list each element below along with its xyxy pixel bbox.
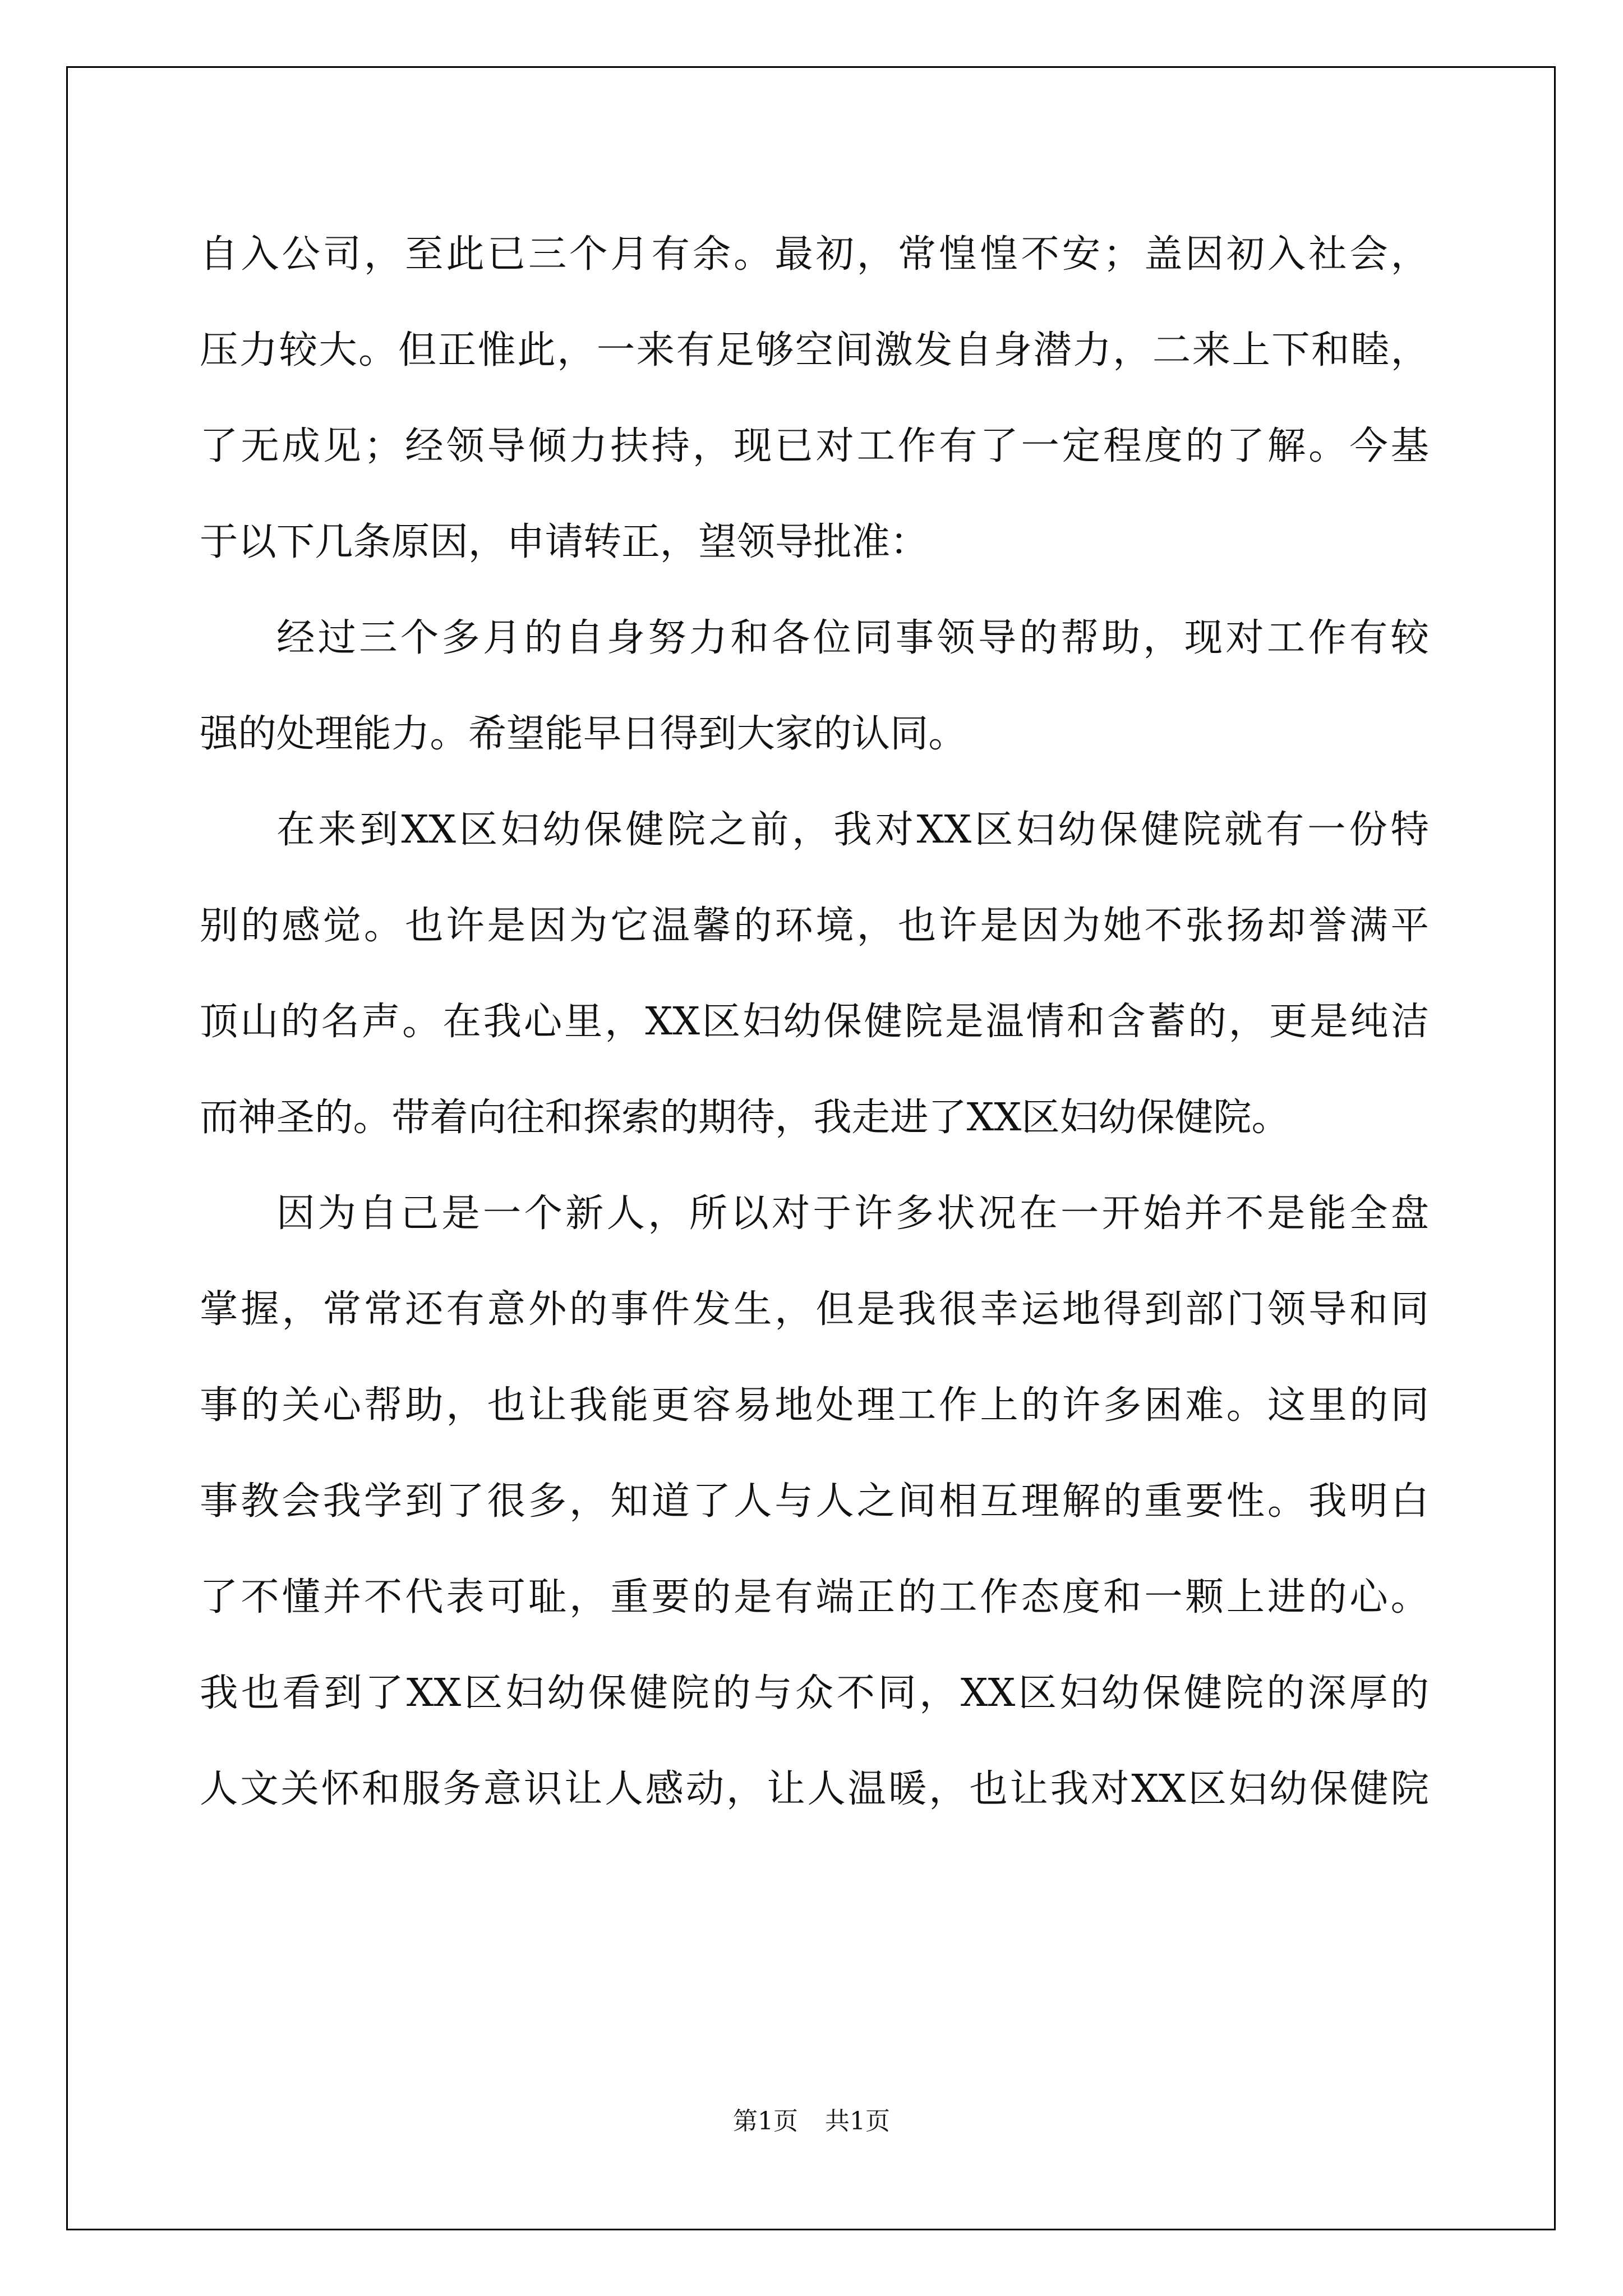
text-line: 顶山的名声。在我心里，XX区妇幼保健院是温情和含蓄的，更是纯洁 xyxy=(200,1000,1429,1044)
text-line: 了不懂并不代表可耻，重要的是有端正的工作态度和一颗上进的心。 xyxy=(200,1575,1429,1619)
page-number: 第1页 xyxy=(733,2107,798,2136)
text-line: 别的感觉。也许是因为它温馨的环境，也许是因为她不张扬却誉满平 xyxy=(200,904,1429,948)
text-line: 我也看到了XX区妇幼保健院的与众不同，XX区妇幼保健院的深厚的 xyxy=(200,1671,1429,1715)
page-footer xyxy=(0,2105,1623,2138)
text-line: 因为自己是一个新人，所以对于许多状况在一开始并不是能全盘 xyxy=(276,1191,1429,1236)
text-line: 了无成见；经领导倾力扶持，现已对工作有了一定程度的了解。今基 xyxy=(200,424,1429,468)
text-line: 经过三个多月的自身努力和各位同事领导的帮助，现对工作有较 xyxy=(276,616,1429,660)
text-line: 掌握，常常还有意外的事件发生，但是我很幸运地得到部门领导和同 xyxy=(200,1287,1429,1332)
text-line: 在来到XX区妇幼保健院之前，我对XX区妇幼保健院就有一份特 xyxy=(276,808,1429,852)
document-body xyxy=(200,206,1429,1837)
text-line: 事教会我学到了很多，知道了人与人之间相互理解的重要性。我明白 xyxy=(200,1479,1429,1524)
text-line: 事的关心帮助，也让我能更容易地处理工作上的许多困难。这里的同 xyxy=(200,1383,1429,1428)
text-line: 自入公司，至此已三个月有余。最初，常惶惶不安；盖因初入社会， xyxy=(200,232,1429,277)
text-line: 压力较大。但正惟此，一来有足够空间激发自身潜力，二来上下和睦， xyxy=(200,328,1429,372)
text-line: 人文关怀和服务意识让人感动，让人温暖，也让我对XX区妇幼保健院 xyxy=(200,1767,1429,1811)
text-line: 于以下几条原因，申请转正，望领导批准： xyxy=(200,520,929,564)
text-line: 而神圣的。带着向往和探索的期待，我走进了XX区妇幼保健院。 xyxy=(200,1096,1290,1140)
text-line: 强的处理能力。希望能早日得到大家的认同。 xyxy=(200,712,967,756)
page-total: 共1页 xyxy=(825,2107,890,2136)
